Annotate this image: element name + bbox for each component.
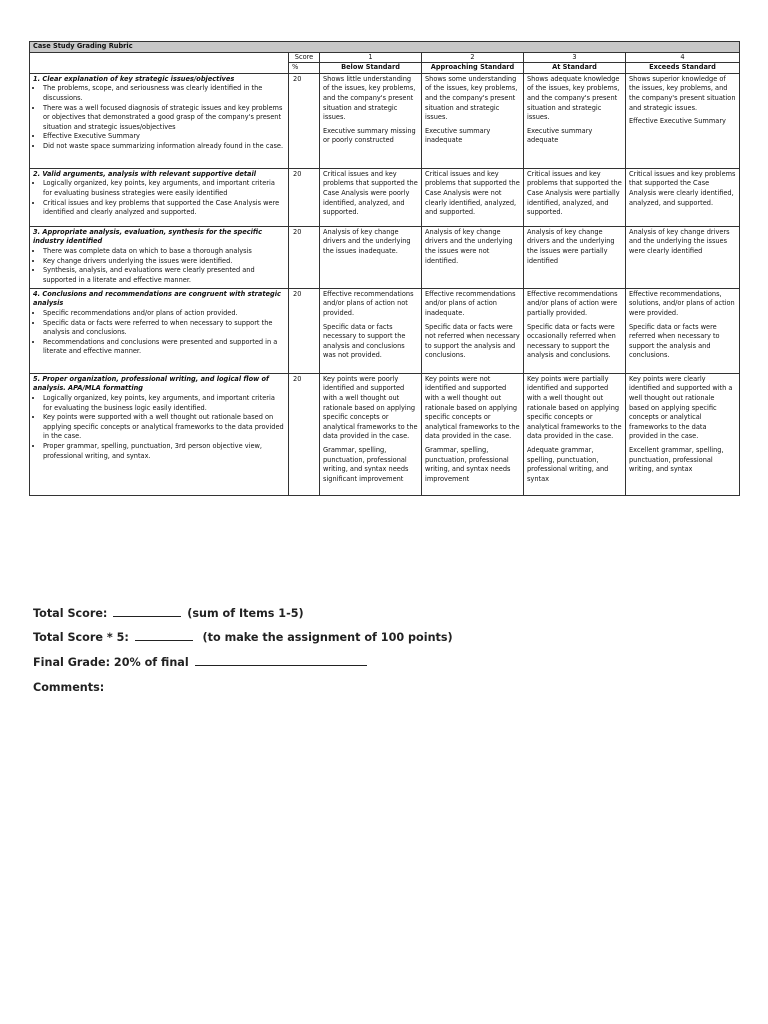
criterion-row <box>30 226 740 288</box>
header-blank-cell <box>30 52 289 63</box>
level-cell-exceeds-standard <box>626 73 740 168</box>
grading-rubric-table <box>29 41 740 496</box>
level-descriptor: Specific data or facts necessary to support the analysis and conclusions was not provided. <box>323 322 406 360</box>
criterion-description <box>30 288 289 373</box>
score-header: Score <box>289 52 320 63</box>
criterion-points: 20 <box>289 373 320 495</box>
level-cell-exceeds-standard <box>626 168 740 226</box>
level-descriptor: Specific data or facts were not referred when necessary to support the analysis and conclusions. <box>425 322 520 360</box>
criterion-bullet: • Key change drivers underlying the issues were identified. <box>43 257 285 267</box>
level-name-approaching-standard: Approaching Standard <box>422 63 524 74</box>
level-descriptor: Excellent grammar, spelling, punctuation, professional writing, and syntax <box>629 445 724 474</box>
level-cell-approaching-standard <box>422 73 524 168</box>
level-descriptor: Effective recommendations and/or plans of action not provided. <box>323 289 414 317</box>
level-cell-below-standard <box>320 288 422 373</box>
level-descriptor: Effective recommendations and/or plans of action were partially provided. <box>527 289 618 317</box>
criterion-title: 2. Valid arguments, analysis with relevant supportive detail <box>33 169 257 178</box>
criterion-description <box>30 73 289 168</box>
criterion-bullet: • Synthesis, analysis, and evaluations were clearly presented and supported in a literate and effective manner. <box>43 266 285 285</box>
level-cell-exceeds-standard <box>626 288 740 373</box>
criterion-bullet-list <box>33 309 285 357</box>
total-score-times-five-note: (to make the assignment of 100 points) <box>202 631 453 644</box>
criterion-row <box>30 168 740 226</box>
level-number-3: 3 <box>524 52 626 63</box>
level-cell-at-standard <box>524 73 626 168</box>
criterion-title: 3. Appropriate analysis, evaluation, synthesis for the specific industry identified <box>33 227 263 246</box>
criterion-bullet: • Recommendations and conclusions were presented and supported in a literate and effective manner. <box>43 338 285 357</box>
level-descriptor: Effective recommendations, solutions, and/or plans of action were provided. <box>629 289 735 317</box>
criterion-bullet-list <box>33 247 285 285</box>
criterion-bullet: • Logically organized, key points, key arguments, and important criteria for evaluating the business logic easily identified. <box>43 394 285 413</box>
criterion-bullet: • Specific data or facts were referred to when necessary to support the analysis and conclusions. <box>43 319 285 338</box>
header-blank-cell <box>30 63 289 74</box>
level-cell-at-standard <box>524 226 626 288</box>
level-descriptor: Executive summary missing or poorly constructed <box>323 126 416 145</box>
criterion-bullet: • Key points were supported with a well thought out rationale based on applying specific concepts or analytical frameworks to the data provided in the case. <box>43 413 285 442</box>
criterion-bullet-list <box>33 179 285 217</box>
criterion-bullet: • Effective Executive Summary <box>43 132 285 142</box>
level-descriptor: Critical issues and key problems that supported the Case Analysis were not clearly identified, analyzed, and supported. <box>425 169 520 217</box>
total-score-label: Total Score: <box>33 607 108 620</box>
level-descriptor: Key points were partially identified and supported with a well thought out rationale based on applying specific concepts or analytical frameworks to the data provided in the case. <box>527 374 622 441</box>
criterion-bullet: • Logically organized, key points, key arguments, and important criteria for evaluating business strategies were easily identified <box>43 179 285 198</box>
total-score-line <box>33 607 304 620</box>
criterion-points: 20 <box>289 226 320 288</box>
level-descriptor: Shows superior knowledge of the issues, key problems, and the company's present situation and strategic issues. <box>629 74 736 112</box>
rubric-title: Case Study Grading Rubric <box>30 42 740 53</box>
level-descriptor: Analysis of key change drivers and the underlying the issues were not identified. <box>425 227 513 265</box>
criterion-description <box>30 373 289 495</box>
level-descriptor: Analysis of key change drivers and the underlying the issues were partially identified <box>527 227 615 265</box>
criterion-description <box>30 226 289 288</box>
total-score-times-five-blank <box>135 631 193 641</box>
level-descriptor: Analysis of key change drivers and the underlying the issues inadequate. <box>323 227 411 255</box>
level-descriptor: Critical issues and key problems that supported the Case Analysis were partially identified, analyzed, and supported. <box>527 169 622 217</box>
criterion-bullet: • Specific recommendations and/or plans of action provided. <box>43 309 285 319</box>
criterion-bullet: • Proper grammar, spelling, punctuation, 3rd person objective view, professional writing, and syntax. <box>43 442 285 461</box>
level-cell-below-standard <box>320 226 422 288</box>
criterion-row <box>30 373 740 495</box>
level-descriptor: Adequate grammar, spelling, punctuation, professional writing, and syntax <box>527 445 609 483</box>
level-number-4: 4 <box>626 52 740 63</box>
level-name-below-standard: Below Standard <box>320 63 422 74</box>
criterion-bullet: • Did not waste space summarizing information already found in the case. <box>43 142 285 152</box>
final-grade-label: Final Grade: 20% of final <box>33 656 189 669</box>
criterion-row <box>30 73 740 168</box>
total-score-times-five-line <box>33 631 453 644</box>
level-cell-at-standard <box>524 168 626 226</box>
level-cell-approaching-standard <box>422 373 524 495</box>
level-descriptor: Critical issues and key problems that supported the Case Analysis were clearly identified, analyzed, and supported. <box>629 169 736 207</box>
level-cell-exceeds-standard <box>626 226 740 288</box>
level-cell-below-standard <box>320 373 422 495</box>
level-cell-exceeds-standard <box>626 373 740 495</box>
level-descriptor: Specific data or facts were referred when necessary to support the analysis and conclusions. <box>629 322 720 360</box>
level-cell-below-standard <box>320 168 422 226</box>
level-cell-at-standard <box>524 373 626 495</box>
criterion-title: 5. Proper organization, professional writing, and logical flow of analysis. APA/MLA formatting <box>33 374 269 393</box>
criterion-bullet: • The problems, scope, and seriousness was clearly identified in the discussions. <box>43 84 285 103</box>
level-cell-below-standard <box>320 73 422 168</box>
final-grade-blank <box>195 656 367 666</box>
level-descriptor: Analysis of key change drivers and the underlying the issues were clearly identified <box>629 227 730 255</box>
criterion-points: 20 <box>289 73 320 168</box>
level-name-exceeds-standard: Exceeds Standard <box>626 63 740 74</box>
level-descriptor: Effective recommendations and/or plans of action inadequate. <box>425 289 516 317</box>
level-descriptor: Specific data or facts were occasionally referred when necessary to support the analysis and conclusions. <box>527 322 616 360</box>
criterion-bullet-list <box>33 84 285 151</box>
level-descriptor: Executive summary adequate <box>527 126 593 145</box>
level-descriptor: Key points were poorly identified and supported with a well thought out rationale based on applying specific concepts or analytical frameworks to the data provided in the case. <box>323 374 418 441</box>
criterion-points: 20 <box>289 168 320 226</box>
level-number-2: 2 <box>422 52 524 63</box>
criterion-bullet: • There was complete data on which to base a thorough analysis <box>43 247 285 257</box>
level-descriptor: Key points were not identified and supported with a well thought out rationale based on applying specific concepts or analytical frameworks to the data provided in the case. <box>425 374 520 441</box>
criterion-bullet: • There was a well focused diagnosis of strategic issues and key problems or objectives that demonstrated a good grasp of the company's present situation and strategic issues/objectives <box>43 104 285 133</box>
level-descriptor: Grammar, spelling, punctuation, professional writing, and syntax needs improvement <box>425 445 511 483</box>
total-score-note: (sum of Items 1-5) <box>187 607 304 620</box>
level-descriptor: Grammar, spelling, punctuation, professional writing, and syntax needs significant improvement <box>323 445 409 483</box>
level-name-at-standard: At Standard <box>524 63 626 74</box>
criterion-bullet-list <box>33 394 285 461</box>
criterion-description <box>30 168 289 226</box>
criterion-title: 1. Clear explanation of key strategic issues/objectives <box>33 74 235 83</box>
level-descriptor: Shows some understanding of the issues, key problems, and the company's present situation and strategic issues. <box>425 74 518 122</box>
criterion-title: 4. Conclusions and recommendations are congruent with strategic analysis <box>33 289 281 308</box>
level-cell-approaching-standard <box>422 226 524 288</box>
level-cell-approaching-standard <box>422 168 524 226</box>
final-grade-line <box>33 656 369 669</box>
level-descriptor: Executive summary inadequate <box>425 126 491 145</box>
criterion-points: 20 <box>289 288 320 373</box>
comments-line <box>33 681 104 694</box>
level-descriptor: Key points were clearly identified and supported with a well thought out rationale based on applying specific concepts or analytical frameworks to the data provided in the case. <box>629 374 733 441</box>
level-descriptor: Critical issues and key problems that supported the Case Analysis were poorly identified, analyzed, and supported. <box>323 169 418 217</box>
total-score-blank <box>113 607 181 617</box>
level-descriptor: Shows adequate knowledge of the issues, key problems, and the company's present situation and strategic issues. <box>527 74 620 122</box>
percent-header: % <box>289 63 320 74</box>
level-descriptor: Effective Executive Summary <box>629 117 726 126</box>
total-score-times-five-label: Total Score * 5: <box>33 631 129 644</box>
level-cell-at-standard <box>524 288 626 373</box>
comments-label: Comments: <box>33 681 105 694</box>
criterion-bullet: • Critical issues and key problems that supported the Case Analysis were identified and clearly analyzed and supported. <box>43 199 285 218</box>
level-number-1: 1 <box>320 52 422 63</box>
level-cell-approaching-standard <box>422 288 524 373</box>
criterion-row <box>30 288 740 373</box>
level-descriptor: Shows little understanding of the issues, key problems, and the company's present situation and strategic issues. <box>323 74 416 122</box>
